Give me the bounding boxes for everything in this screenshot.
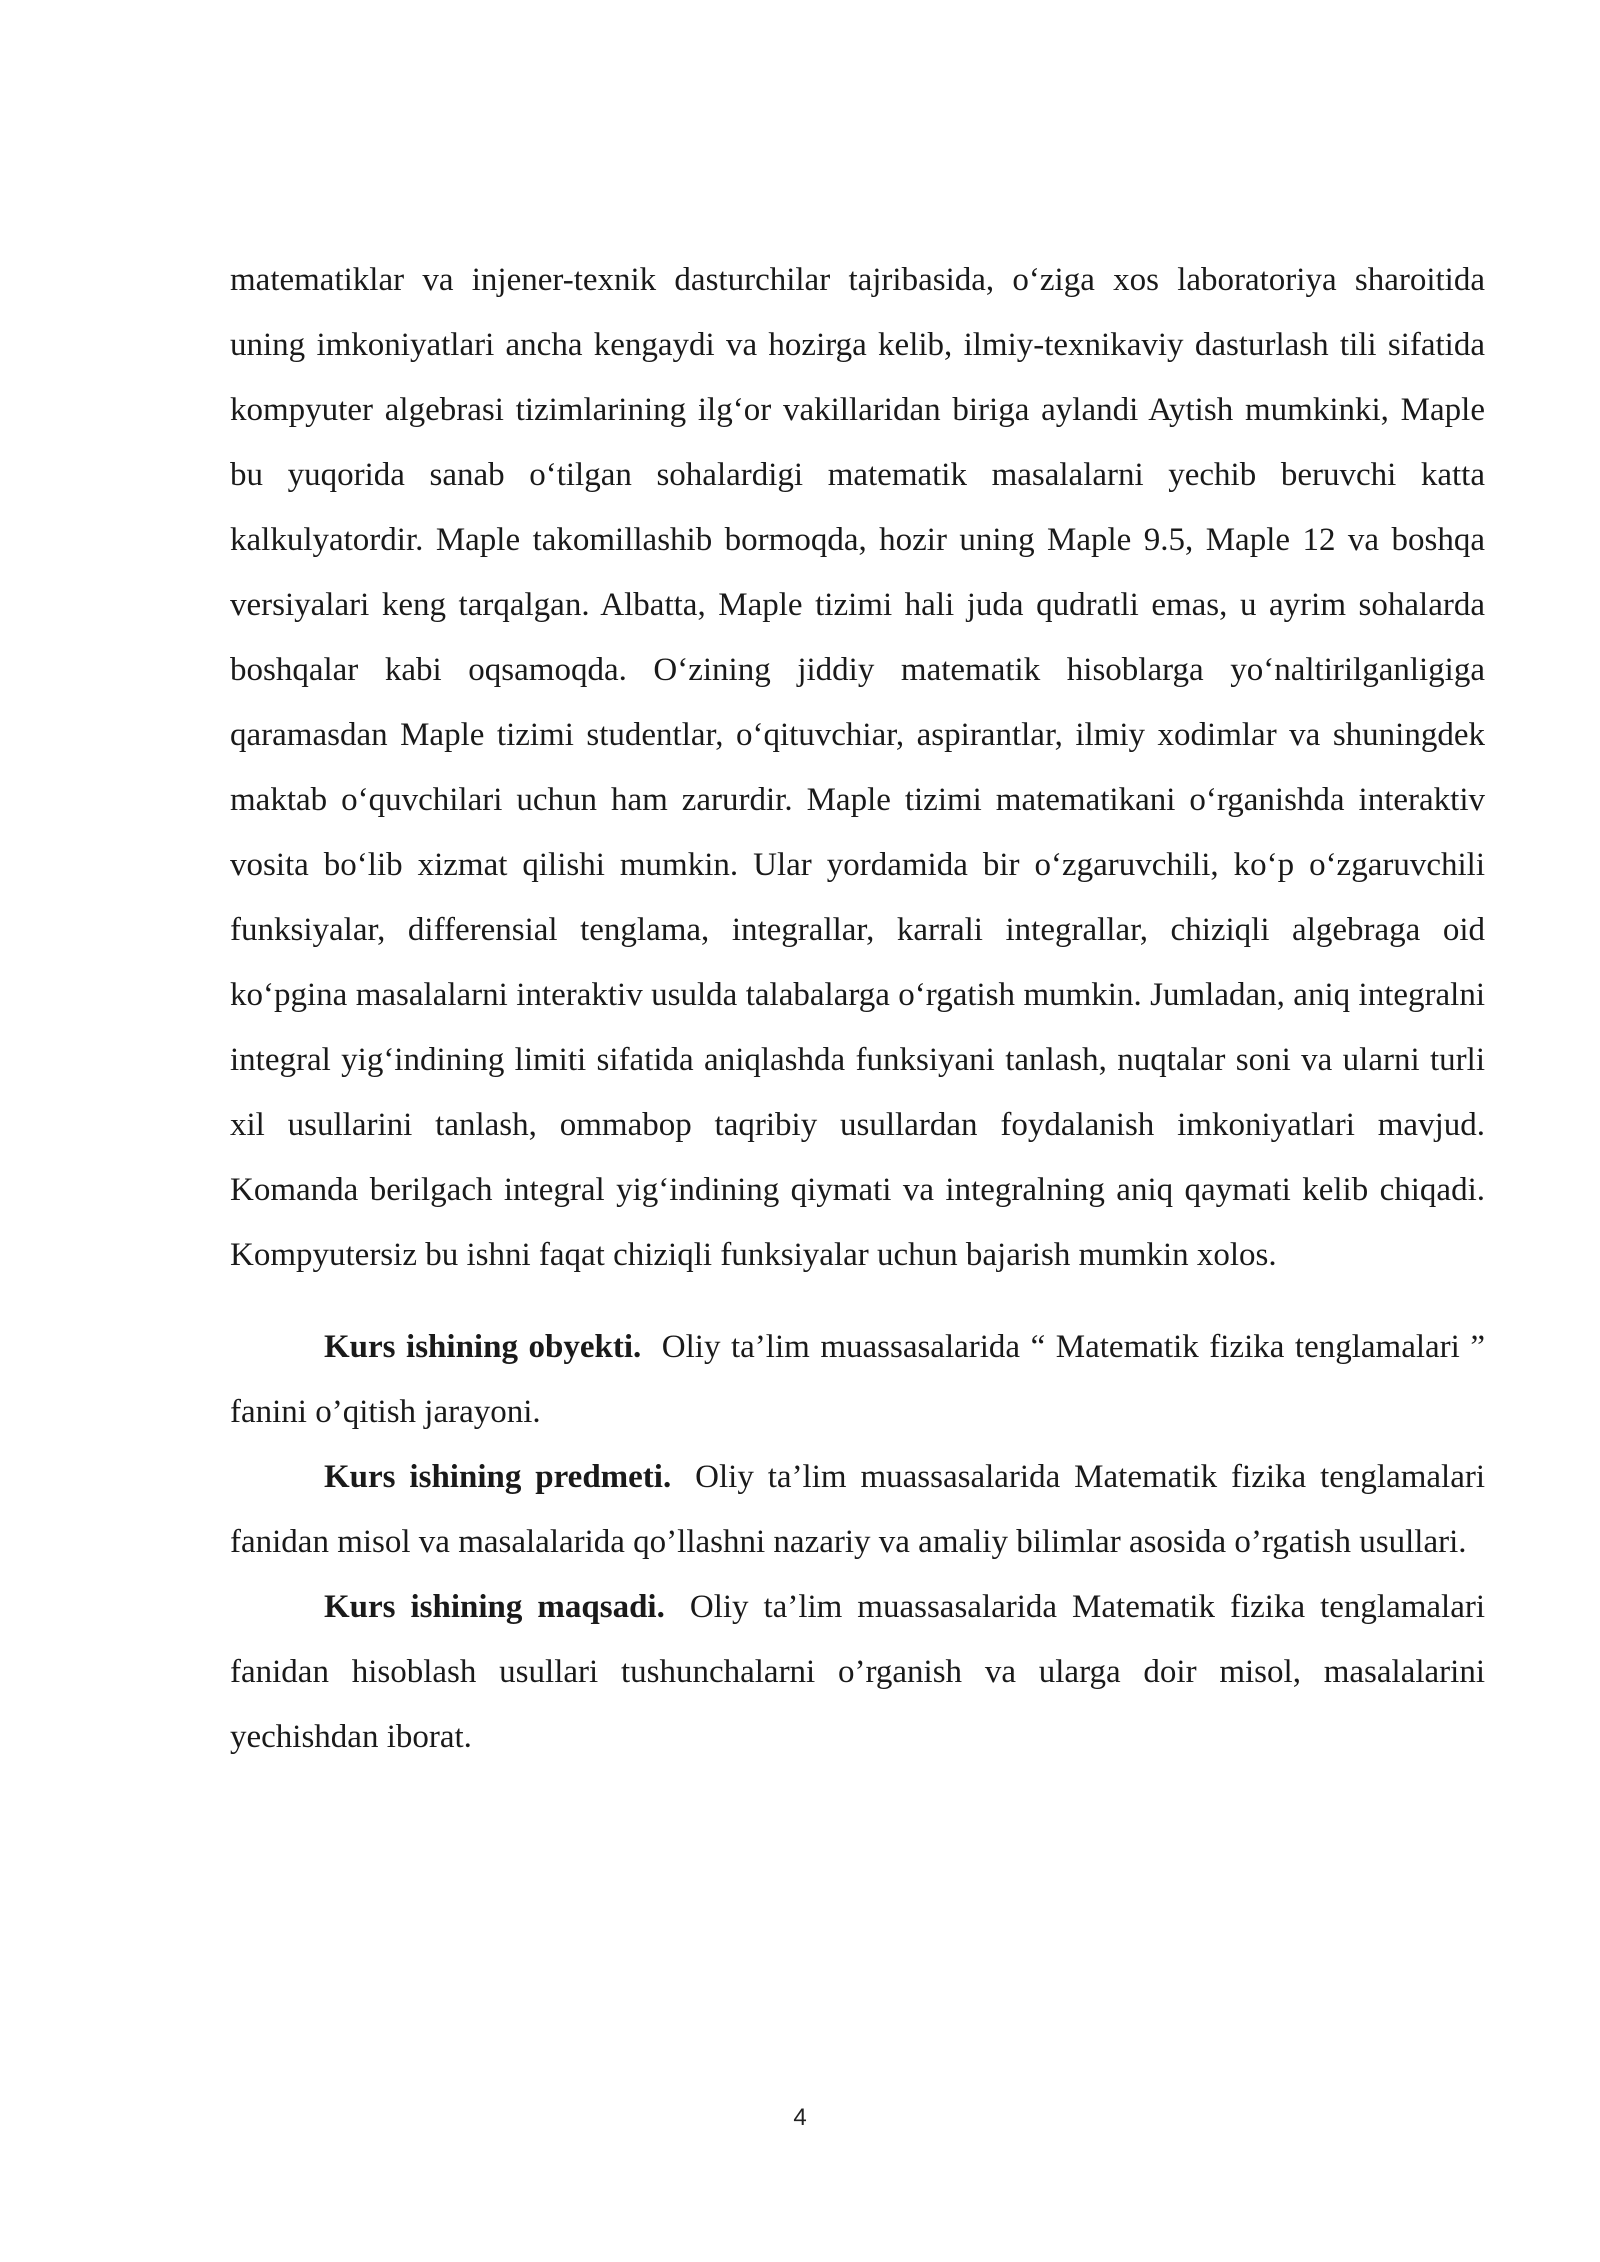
- document-page: [230, 248, 1485, 1770]
- section-goal: [230, 1575, 1485, 1770]
- section-subject: [230, 1445, 1485, 1575]
- section-goal-text: Oliy ta’lim muassasalarida Matematik fizika tenglamalari fanidan hisoblash usullari tushunchalarni o’rganish va ularga doir misol, masalalarini yechishdan iborat.: [230, 1589, 1486, 1755]
- page-number: 4: [793, 2104, 807, 2131]
- section-goal-heading: Kurs ishining maqsadi.: [324, 1589, 665, 1625]
- section-subject-text: Oliy ta’lim muassasalarida Matematik fizika tenglamalari fanidan misol va masalalarida qo’llashni nazariy va amaliy bilimlar asosida o’rgatish usullari.: [230, 1459, 1486, 1560]
- section-object: [230, 1315, 1485, 1445]
- intro-paragraph: matematiklar va injener-texnik dasturchilar tajribasida, o‘ziga xos laboratoriya sharoitida uning imkoniyatlari ancha kengaydi va hozirga kelib, ilmiy-texnikaviy dasturlash tili sifatida kompyuter algebrasi tizimlarining ilg‘or vakillaridan biriga aylandi Aytish mumkinki, Maple bu yuqorida sanab o‘tilgan sohalardigi matematik masalalarni yechib beruvchi katta kalkulyatordir. Maple takomillashib bormoqda, hozir uning Maple 9.5, Maple 12 va boshqa versiyalari keng tarqalgan. Albatta, Maple tizimi hali juda qudratli emas, u ayrim sohalarda boshqalar kabi oqsamoqda. O‘zining jiddiy matematik hisoblarga yo‘naltirilganligiga qaramasdan Maple tizimi studentlar, o‘qituvchiar, aspirantlar, ilmiy xodimlar va shuningdek maktab o‘quvchilari uchun ham zarurdir. Maple tizimi matematikani o‘rganishda interaktiv vosita bo‘lib xizmat qilishi mumkin. Ular yordamida bir o‘zgaruvchili, ko‘p o‘zgaruvchili funksiyalar, differensial tenglama, integrallar, karrali integrallar, chiziqli algebraga oid ko‘pgina masalalarni interaktiv usulda talabalarga o‘rgatish mumkin. Jumladan, aniq integralni integral yig‘indining limiti sifatida aniqlashda funksiyani tanlash, nuqtalar soni va ularni turli xil usullarini tanlash, ommabop taqribiy usullardan foydalanish imkoniyatlari mavjud. Komanda berilgach integral yig‘indining qiymati va integralning aniq qaymati kelib chiqadi. Kompyutersiz bu ishni faqat chiziqli funksiyalar uchun bajarish mumkin xolos.: [230, 262, 1485, 1273]
- section-subject-heading: Kurs ishining predmeti.: [324, 1459, 672, 1495]
- section-object-text: Oliy ta’lim muassasalarida “ Matematik fizika tenglamalari ” fanini o’qitish jarayoni.: [230, 1329, 1486, 1430]
- section-object-heading: Kurs ishining obyekti.: [324, 1329, 642, 1365]
